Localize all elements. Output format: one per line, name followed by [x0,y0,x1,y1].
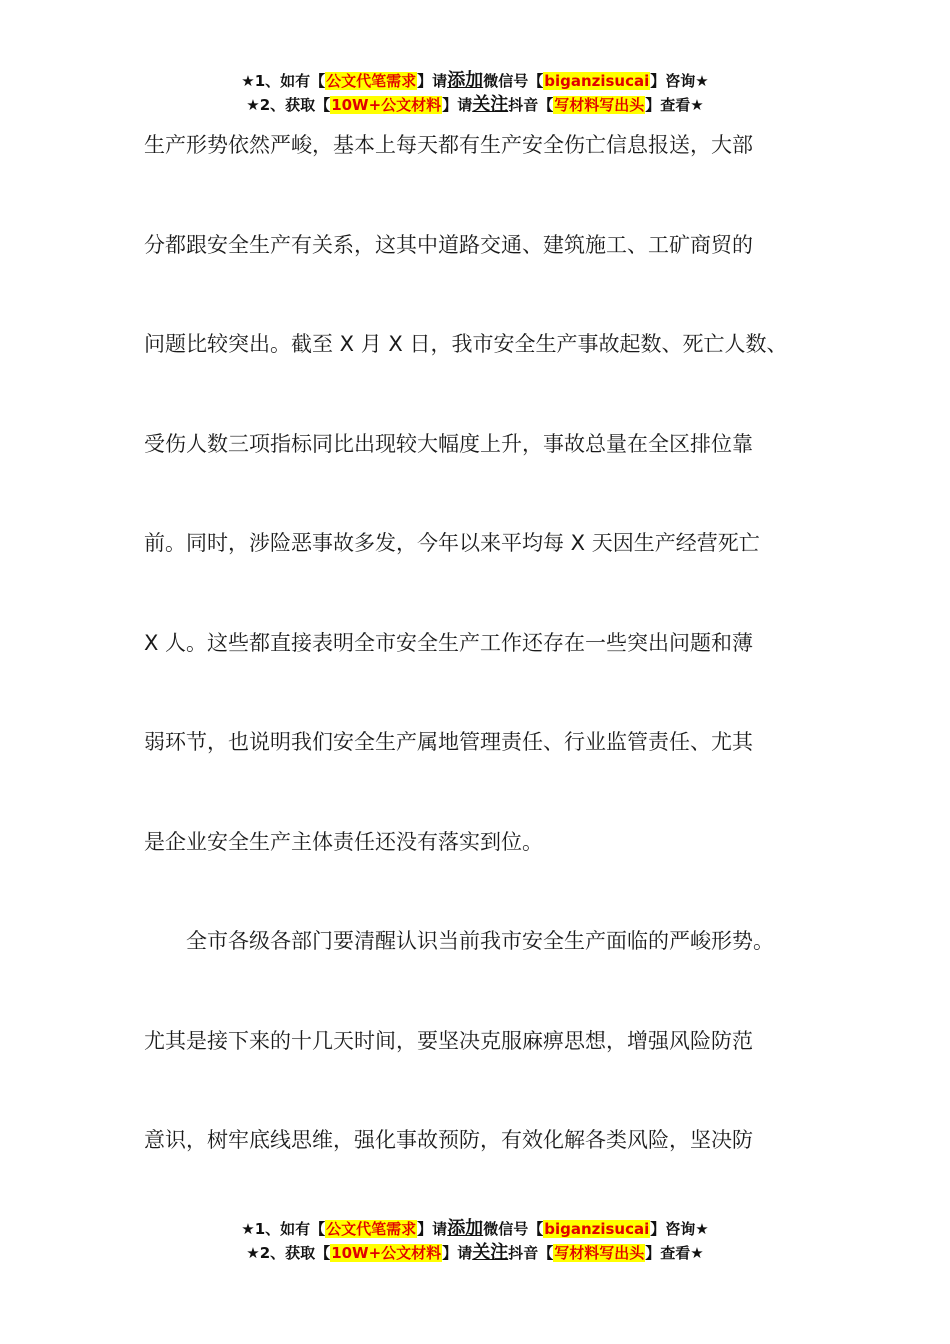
text-line: 问题比较突出。截至 X 月 X 日，我市安全生产事故起数、死亡人数、 [144,332,788,356]
banner-text: 】请 [417,72,448,90]
document-body [144,120,824,1215]
text-line: 受伤人数三项指标同比出现较大幅度上升，事故总量在全区排位靠 [144,431,753,456]
emphasis-add: 添加 [447,1218,484,1239]
banner-text: 】请 [442,96,473,114]
banner-line-1 [0,1217,950,1241]
highlight-douyin-account: 写材料写出头 [554,1244,645,1262]
banner-text: ★2、获取【 [246,96,331,114]
banner-text: ★2、获取【 [246,1244,331,1262]
highlight-douyin-account: 写材料写出头 [554,96,645,114]
highlight-service: 公文代笔需求 [326,72,417,90]
banner-text: 抖音【 [508,96,554,114]
banner-text: 微信号【 [483,72,544,90]
banner-text: ★1、如有【 [241,72,326,90]
highlight-materials: 10W+公文材料 [331,96,442,114]
banner-text: 微信号【 [483,1220,544,1238]
text-line: 生产形势依然严峻，基本上每天都有生产安全伤亡信息报送，大部 [144,133,753,157]
text-line: 分都跟安全生产有关系，这其中道路交通、建筑施工、工矿商贸的 [144,232,753,257]
banner-text: 】咨询★ [650,1220,709,1238]
banner-line-1 [0,69,950,93]
highlight-wechat-id: biganzisucai [544,72,650,90]
highlight-materials: 10W+公文材料 [331,1244,442,1262]
highlight-wechat-id: biganzisucai [544,1220,650,1238]
header-banner [0,69,950,117]
banner-text: 】查看★ [645,96,704,114]
highlight-service: 公文代笔需求 [326,1220,417,1238]
banner-line-2 [0,1241,950,1265]
text-line: X 人。这些都直接表明全市安全生产工作还存在一些突出问题和薄 [144,630,754,655]
banner-text: ★1、如有【 [241,1220,326,1238]
emphasis-add: 添加 [447,70,484,91]
banner-text: 】请 [442,1244,473,1262]
banner-text: 】请 [417,1220,448,1238]
text-line: 尤其是接下来的十几天时间，要坚决克服麻痹思想，增强风险防范 [144,1028,753,1053]
footer-banner [0,1217,950,1265]
emphasis-follow: 关注 [472,94,509,115]
text-line: 弱环节，也说明我们安全生产属地管理责任、行业监管责任、尤其 [144,730,753,754]
banner-text: 抖音【 [508,1244,554,1262]
text-line: 前。同时，涉险恶事故多发，今年以来平均每 X 天因生产经营死亡 [144,531,760,555]
text-line: 是企业安全生产主体责任还没有落实到位。 [144,829,543,854]
banner-line-2 [0,93,950,117]
banner-text: 】查看★ [645,1244,704,1262]
paragraph-start-line: 全市各级各部门要清醒认识当前我市安全生产面临的严峻形势。 [186,929,774,953]
text-line: 意识，树牢底线思维，强化事故预防，有效化解各类风险，坚决防 [144,1128,753,1152]
banner-text: 】咨询★ [650,72,709,90]
emphasis-follow: 关注 [472,1242,509,1263]
